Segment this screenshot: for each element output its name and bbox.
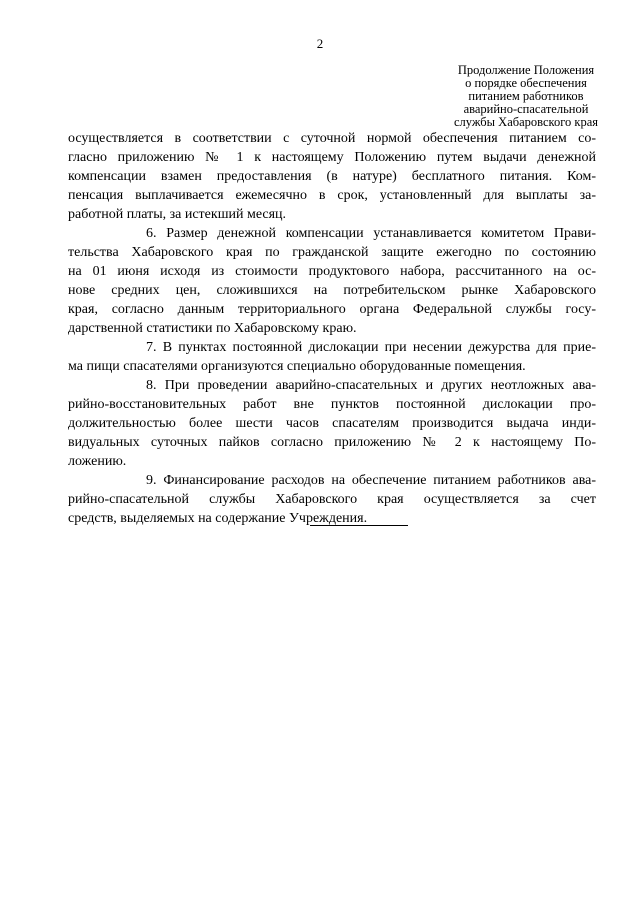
end-separator-line bbox=[310, 525, 408, 526]
text-line: нове средних цен, сложившихся на потребительском рынке Хабаровского bbox=[68, 283, 596, 298]
text-line: гласно приложению № 1 к настоящему Положению путем выдачи денежной bbox=[68, 150, 596, 165]
paragraph-item-9 bbox=[68, 471, 596, 528]
text-line: видуальных суточных пайков согласно приложению № 2 к настоящему По- bbox=[68, 435, 596, 450]
header-line: о порядке обеспечения bbox=[465, 76, 587, 90]
header-line: аварийно-спасательной bbox=[463, 102, 589, 116]
header-block bbox=[426, 64, 626, 129]
text-line: края, согласно данным территориального органа Федеральной службы госу- bbox=[68, 302, 596, 317]
paragraph-item-8 bbox=[68, 376, 596, 471]
paragraph-item-6 bbox=[68, 224, 596, 338]
text-line: тельства Хабаровского края по гражданской защите ежегодно по состоянию bbox=[68, 245, 596, 260]
text-line: 9. Финансирование расходов на обеспечение питанием работников ава- bbox=[146, 473, 596, 488]
header-line: службы Хабаровского края bbox=[453, 115, 599, 129]
paragraph-continuation bbox=[68, 129, 596, 224]
paragraph-item-7 bbox=[68, 338, 596, 376]
text-line: 7. В пунктах постоянной дислокации при несении дежурства для прие- bbox=[146, 340, 596, 355]
text-line: должительностью более шести часов спасателям производится выдача инди- bbox=[68, 416, 596, 431]
document-body bbox=[68, 129, 596, 528]
text-line: рийно-восстановительных работ вне пунктов постоянной дислокации про- bbox=[68, 397, 596, 412]
page-number: 2 bbox=[316, 36, 324, 51]
header-line: питанием работников bbox=[468, 89, 584, 103]
text-line: средств, выделяемых на содержание Учреждения. bbox=[68, 511, 368, 526]
text-line: 8. При проведении аварийно-спасательных и других неотложных ава- bbox=[146, 378, 596, 393]
text-line: пенсация выплачивается ежемесячно в срок, установленный для выплаты за- bbox=[68, 188, 596, 203]
text-line: компенсации взамен предоставления (в натуре) бесплатного питания. Ком- bbox=[68, 169, 596, 184]
text-line: ложению. bbox=[68, 454, 127, 469]
text-line: ма пищи спасателями организуются специально оборудованные помещения. bbox=[68, 359, 526, 374]
text-line: дарственной статистики по Хабаровскому краю. bbox=[68, 321, 357, 336]
text-line: 6. Размер денежной компенсации устанавливается комитетом Прави- bbox=[146, 226, 596, 241]
text-line: осуществляется в соответствии с суточной нормой обеспечения питанием со- bbox=[68, 131, 596, 146]
text-line: работной платы, за истекший месяц. bbox=[68, 207, 287, 222]
text-line: на 01 июня исходя из стоимости продуктового набора, рассчитанного на ос- bbox=[68, 264, 596, 279]
header-line: Продолжение Положения bbox=[457, 63, 595, 77]
text-line: рийно-спасательной службы Хабаровского края осуществляется за счет bbox=[68, 492, 596, 507]
